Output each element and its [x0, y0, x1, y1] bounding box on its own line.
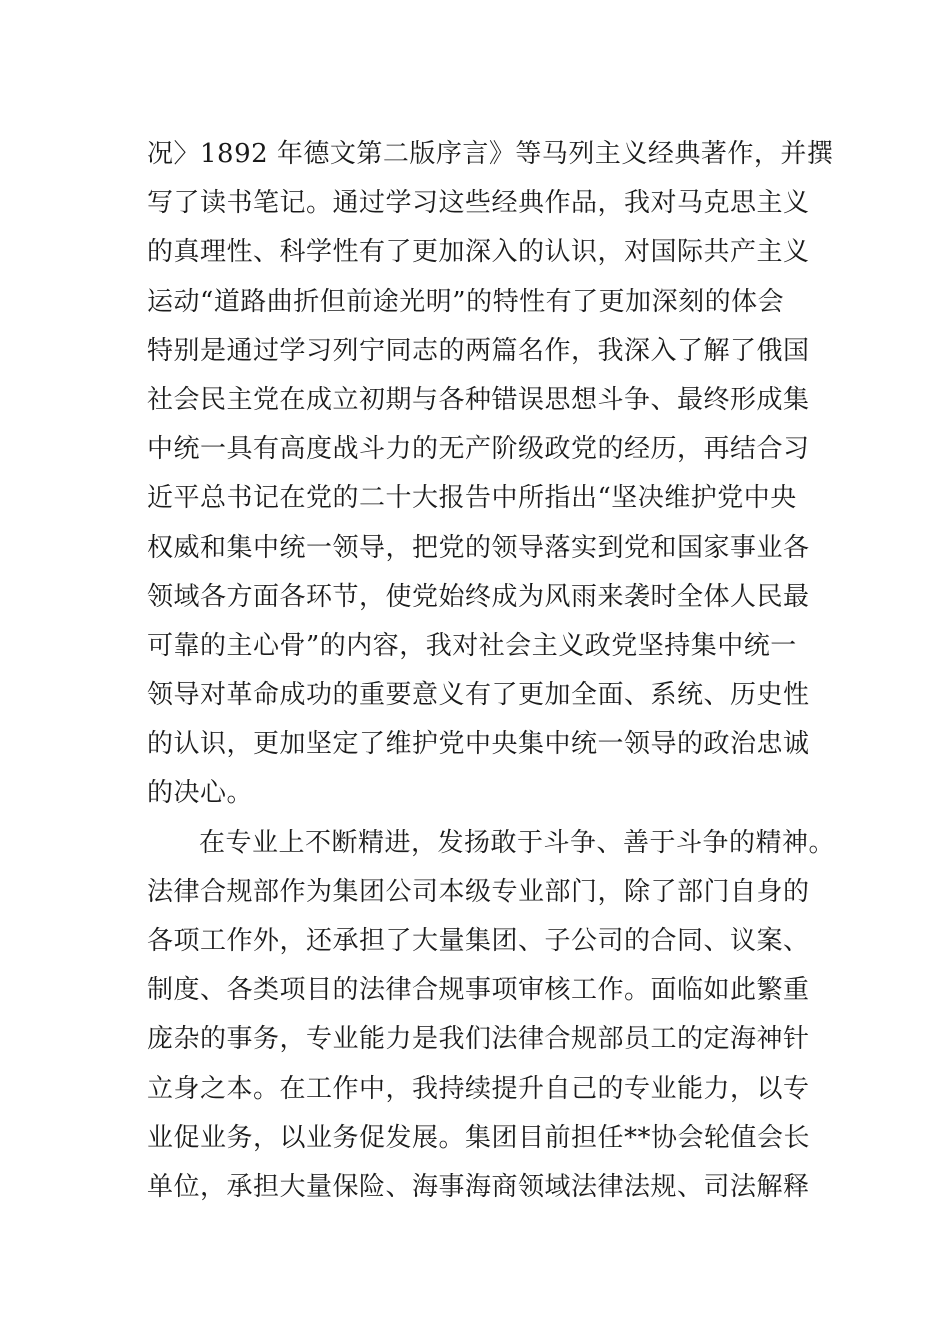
paragraph-first-line: 在专业上不断精进，发扬敢于斗争、善于斗争的精神。 [199, 827, 836, 858]
text-line: 特别是通过学习列宁同志的两篇名作，我深入了解了俄国 [147, 335, 810, 366]
body-text [147, 130, 836, 1212]
text-line: 写了读书笔记。通过学习这些经典作品，我对马克思主义 [147, 188, 810, 219]
text-line: 可靠的主心骨”的内容，我对社会主义政党坚持集中统一 [147, 630, 797, 661]
text-line: 领导对革命成功的重要意义有了更加全面、系统、历史性 [147, 680, 810, 711]
text-line: 运动“道路曲折但前途光明”的特性有了更加深刻的体会 [147, 286, 785, 317]
text-line: 的认识，更加坚定了维护党中央集中统一领导的政治忠诚 [147, 729, 810, 760]
text-line: 权威和集中统一领导，把党的领导落实到党和国家事业各 [147, 532, 810, 563]
text-line: 中统一具有高度战斗力的无产阶级政党的经历，再结合习 [147, 434, 810, 465]
text-line: 庞杂的事务，专业能力是我们法律合规部员工的定海神针 [147, 1024, 810, 1055]
text-line: 制度、各类项目的法律合规事项审核工作。面临如此繁重 [147, 975, 810, 1006]
text-line: 业促业务，以业务促发展。集团目前担任**协会轮值会长 [147, 1122, 811, 1153]
text-line: 各项工作外，还承担了大量集团、子公司的合同、议案、 [147, 926, 810, 956]
text-line: 近平总书记在党的二十大报告中所指出“坚决维护党中央 [147, 483, 797, 514]
text-line: 单位，承担大量保险、海事海商领域法律法规、司法解释 [147, 1171, 810, 1202]
text-line: 社会民主党在成立初期与各种错误思想斗争、最终形成集 [147, 384, 810, 415]
text-line: 法律合规部作为集团公司本级专业部门，除了部门自身的 [147, 876, 810, 907]
text-line: 立身之本。在工作中，我持续提升自己的专业能力，以专 [147, 1073, 810, 1104]
text-line: 的真理性、科学性有了更加深入的认识，对国际共产主义 [147, 237, 810, 268]
text-line: 的决心。 [147, 778, 254, 809]
text-line: 领域各方面各环节，使党始终成为风雨来袭时全体人民最 [147, 581, 810, 612]
text-line: 况〉1892 年德文第二版序言》等马列主义经典著作，并撰 [147, 139, 834, 169]
